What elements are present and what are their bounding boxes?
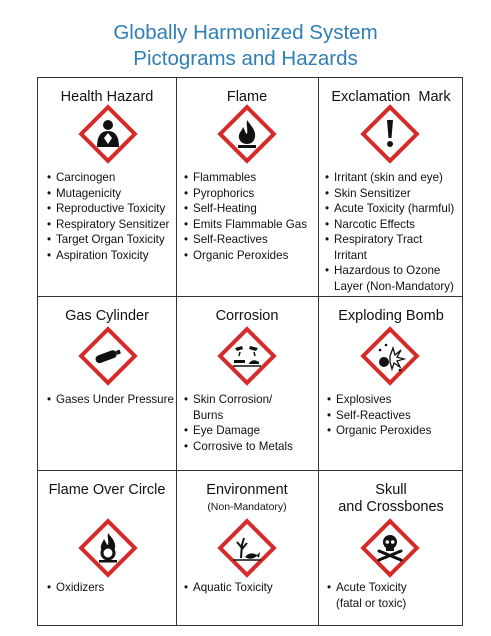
list-item-line: Skin Corrosion/ [193,393,273,406]
hazard-list [47,580,104,596]
cell-title: Flame [226,89,268,105]
list-item: • Acute Toxicity (harmful) [325,201,454,217]
list-item-line: Layer (Non-Mandatory) [334,279,454,293]
list-item: • Irritant (skin and eye) [325,170,454,186]
hazard-list [184,392,293,454]
list-item: • Organic Peroxides [184,248,307,264]
cell-corrosion [176,296,318,470]
title-line-2: Pictograms and Hazards [133,47,358,70]
hazard-list [325,170,454,294]
list-item: • Carcinogen [47,170,169,186]
list-item: • Pyrophorics [184,186,307,202]
list-item [325,263,454,294]
cell-title-line-2: and Crossbones [338,499,444,515]
list-item [184,392,293,423]
list-item: • Oxidizers [47,580,104,596]
cell-health-hazard [38,78,176,296]
list-item: • Gases Under Pressure [47,392,174,408]
cell-title: Exploding Bomb [338,308,444,324]
list-item: • Emits Flammable Gas [184,217,307,233]
list-item-line: Burns [193,408,224,422]
list-item: • Self-Reactives [327,408,431,424]
list-item [325,232,454,263]
list-item: • Explosives [327,392,431,408]
list-item: • Narcotic Effects [325,217,454,233]
list-item: • Respiratory Sensitizer [47,217,169,233]
cell-exploding-bomb [318,296,464,470]
list-item-line: Hazardous to Ozone [334,264,441,277]
flame-icon [217,104,277,164]
flame-over-circle-icon [78,518,138,578]
list-item: • Aspiration Toxicity [47,248,169,264]
environment-icon [217,518,277,578]
cell-gas-cylinder [38,296,176,470]
gas-cylinder-icon [78,326,138,386]
health-hazard-icon [78,104,138,164]
list-item: • Eye Damage [184,423,293,439]
list-item: • Mutagenicity [47,186,169,202]
list-item: • Self-Reactives [184,232,307,248]
pictogram-grid [37,77,463,626]
cell-subtitle: (Non-Mandatory) [207,501,287,513]
hazard-list [184,170,307,263]
exclamation-mark-icon [360,104,420,164]
exploding-bomb-icon [360,326,420,386]
hazard-list [184,580,273,596]
cell-flame-over-circle [38,470,176,627]
list-item: • Reproductive Toxicity [47,201,169,217]
cell-title: Gas Cylinder [65,308,149,324]
list-item: • Corrosive to Metals [184,439,293,455]
list-item: • Aquatic Toxicity [184,580,273,596]
cell-title: Environment [206,482,288,498]
list-item-line: Irritant [334,248,367,262]
list-item [327,580,407,611]
list-item: • Target Organ Toxicity [47,232,169,248]
hazard-list [47,170,169,263]
title-line-1: Globally Harmonized System [113,21,378,44]
cell-flame [176,78,318,296]
list-item: • Organic Peroxides [327,423,431,439]
hazard-list [47,392,174,408]
cell-skull-and-crossbones [318,470,464,627]
skull-and-crossbones-icon [360,518,420,578]
cell-title: Skull [375,482,407,498]
page-title [0,20,491,72]
cell-environment [176,470,318,627]
hazard-list [327,580,407,611]
cell-title: Exclamation Mark [331,89,451,105]
list-item-line: Acute Toxicity [336,581,407,594]
hazard-list [327,392,431,439]
list-item: • Flammables [184,170,307,186]
list-item: • Self-Heating [184,201,307,217]
cell-title: Flame Over Circle [48,482,166,498]
list-item-line: Respiratory Tract [334,233,423,246]
list-item-line: (fatal or toxic) [336,596,407,610]
list-item: • Skin Sensitizer [325,186,454,202]
cell-title: Health Hazard [60,89,154,105]
cell-exclamation-mark [318,78,464,296]
cell-title: Corrosion [215,308,279,324]
corrosion-icon [217,326,277,386]
